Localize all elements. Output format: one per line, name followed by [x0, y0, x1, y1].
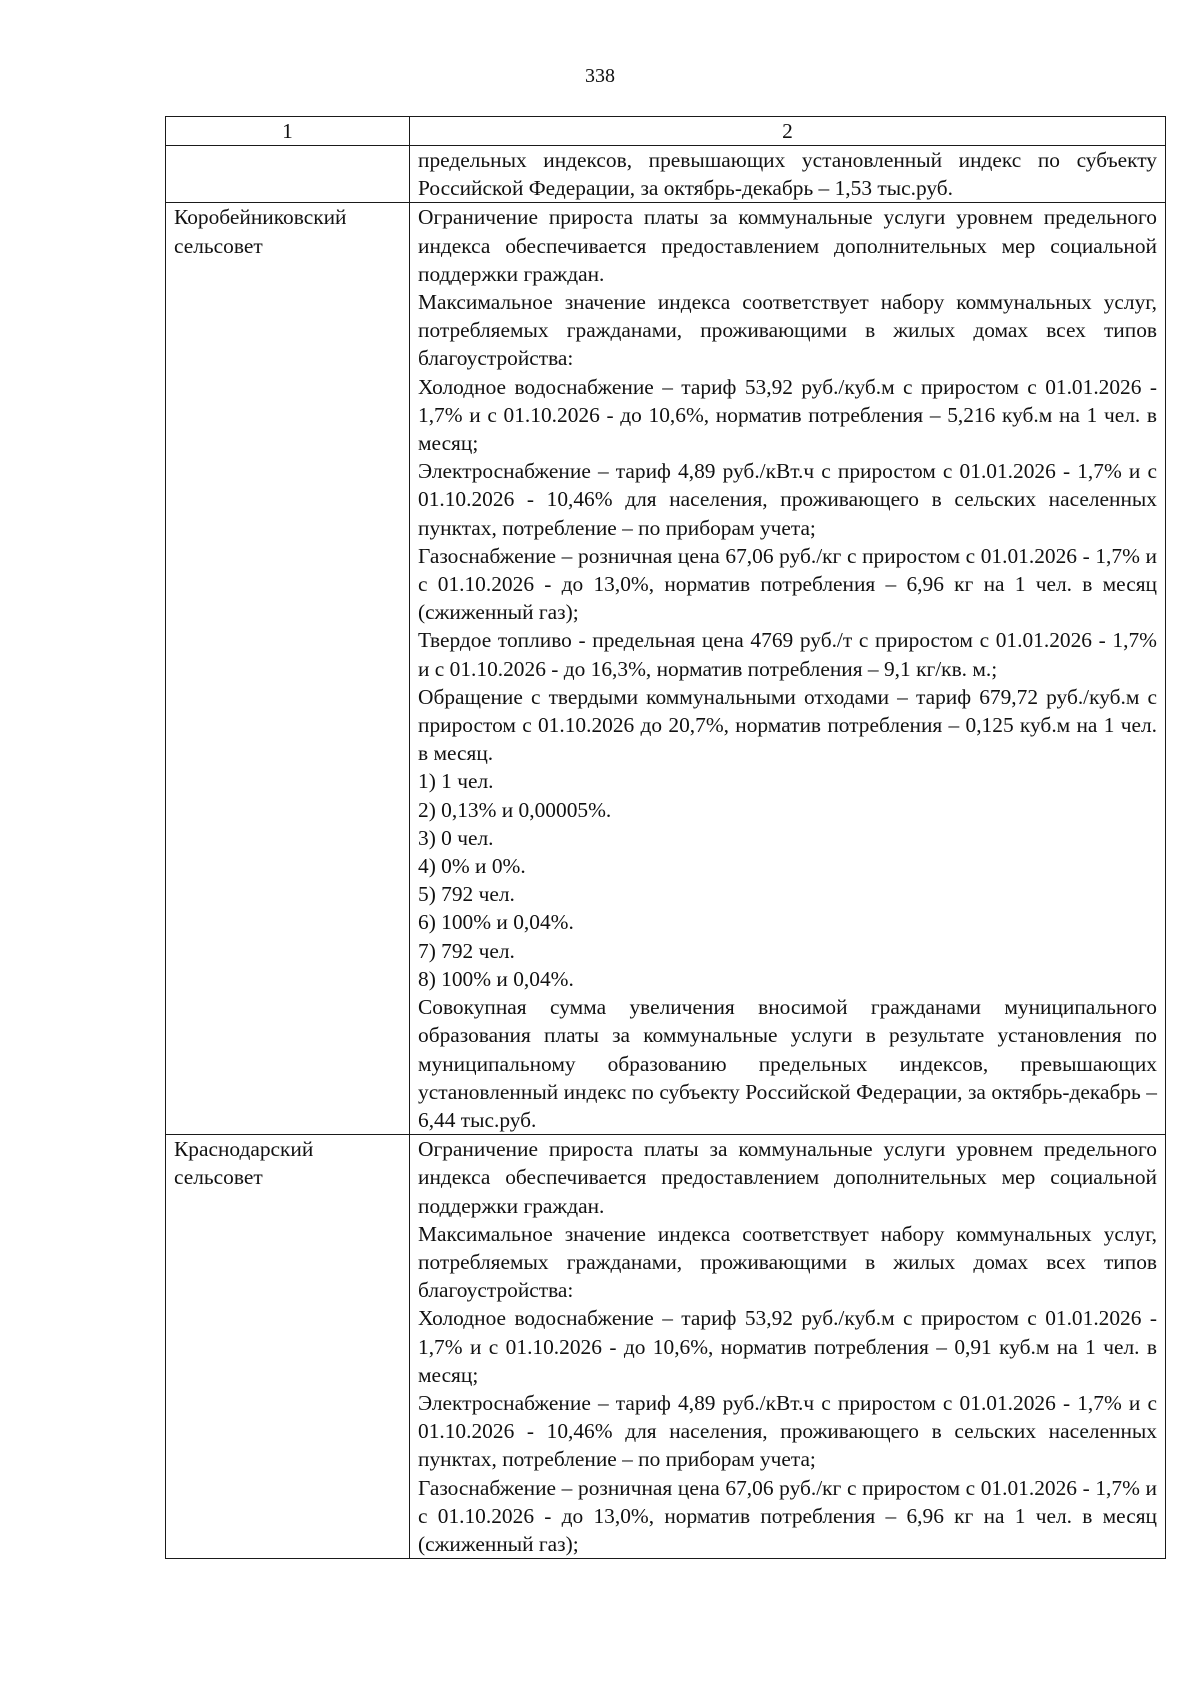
paragraph: Максимальное значение индекса соответствует набору коммунальных услуг, потребляемых гражданами, проживающими в жилых домах всех типов благоустройства: [418, 290, 1157, 371]
municipality-name: Коробейниковский сельсовет [166, 203, 410, 1135]
municipality-description [410, 1135, 1166, 1559]
continuation-name-cell [166, 146, 410, 203]
table-row [166, 203, 1166, 1135]
continuation-text: предельных индексов, превышающих установленный индекс по субъекту Российской Федерации, за октябрь-декабрь – 1,53 тыс.руб. [418, 148, 1157, 201]
list-item: 5) 792 чел. [418, 882, 515, 907]
summary-paragraph: Совокупная сумма увеличения вносимой гражданами муниципального образования платы за коммунальные услуги в результате установления по муниципальному образованию предельных индексов, превышающих установленный индекс по субъекту Российской Федерации, за октябрь-декабрь – 6,44 тыс.руб. [418, 995, 1157, 1132]
list-item: 1) 1 чел. [418, 769, 494, 794]
table-row [166, 1135, 1166, 1559]
column-header-1: 1 [166, 117, 410, 146]
list-item: 2) 0,13% и 0,00005%. [418, 797, 612, 822]
table-header-row [166, 117, 1166, 146]
paragraph: Газоснабжение – розничная цена 67,06 руб./кг с приростом с 01.01.2026 - 1,7% и с 01.10.2026 - до 13,0%, норматив потребления – 6,96 кг на 1 чел. в месяц (сжиженный газ); [418, 543, 1157, 625]
paragraph: Обращение с твердыми коммунальными отходами – тариф 679,72 руб./куб.м с приростом с 01.10.2026 до 20,7%, норматив потребления – 0,125 куб.м на 1 чел. в месяц. [418, 684, 1157, 766]
paragraph: Холодное водоснабжение – тариф 53,92 руб./куб.м с приростом с 01.01.2026 - 1,7% и с 01.10.2026 - до 10,6%, норматив потребления – 5,216 куб.м на 1 чел. в месяц; [418, 374, 1157, 456]
paragraph: Максимальное значение индекса соответствует набору коммунальных услуг, потребляемых гражданами, проживающими в жилых домах всех типов благоустройства: [418, 1221, 1157, 1303]
page-number: 338 [585, 65, 615, 87]
table-row-continuation [166, 146, 1166, 203]
paragraph: Холодное водоснабжение – тариф 53,92 руб./куб.м с приростом с 01.01.2026 - 1,7% и с 01.10.2026 - до 10,6%, норматив потребления – 0,91 куб.м на 1 чел. в месяц; [418, 1306, 1157, 1387]
paragraph: Ограничение прироста платы за коммунальные услуги уровнем предельного индекса обеспечивается предоставлением дополнительных мер социальной поддержки граждан. [418, 1137, 1157, 1218]
paragraph: Твердое топливо - предельная цена 4769 руб./т с приростом с 01.01.2026 - 1,7% и с 01.10.2026 - до 16,3%, норматив потребления – 9,1 кг/кв. м.; [418, 628, 1157, 681]
paragraph: Ограничение прироста платы за коммунальные услуги уровнем предельного индекса обеспечивается предоставлением дополнительных мер социальной поддержки граждан. [418, 205, 1157, 286]
paragraph: Электроснабжение – тариф 4,89 руб./кВт.ч с приростом с 01.01.2026 - 1,7% и с 01.10.2026 - 10,46% для населения, проживающего в сельских населенных пунктах, потребление – по приборам учета; [418, 1390, 1157, 1472]
municipality-description [410, 203, 1166, 1135]
list-item: 4) 0% и 0%. [418, 854, 526, 879]
list-item: 6) 100% и 0,04%. [418, 910, 574, 935]
list-item: 3) 0 чел. [418, 825, 494, 850]
paragraph: Газоснабжение – розничная цена 67,06 руб./кг с приростом с 01.01.2026 - 1,7% и с 01.10.2026 - до 13,0%, норматив потребления – 6,96 кг на 1 чел. в месяц (сжиженный газ); [418, 1475, 1157, 1556]
municipality-name: Краснодарский сельсовет [166, 1135, 410, 1559]
list-item: 8) 100% и 0,04%. [418, 966, 574, 991]
index-table [165, 116, 1166, 1559]
paragraph: Электроснабжение – тариф 4,89 руб./кВт.ч с приростом с 01.01.2026 - 1,7% и с 01.10.2026 - 10,46% для населения, проживающего в сельских населенных пунктах, потребление – по приборам учета; [418, 459, 1157, 540]
column-header-2: 2 [410, 117, 1166, 146]
continuation-text-cell [410, 146, 1166, 203]
list-item: 7) 792 чел. [418, 938, 515, 963]
